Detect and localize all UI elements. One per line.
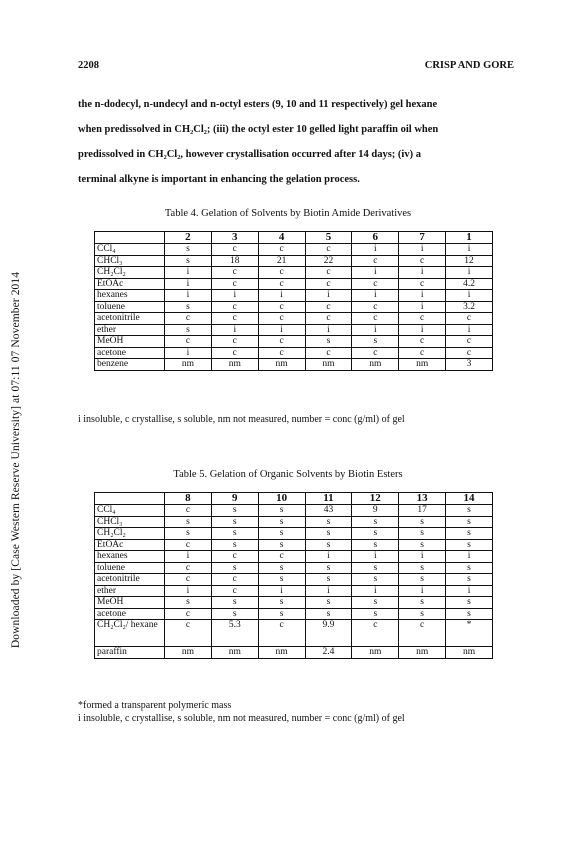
result-cell: s [305,539,352,551]
result-cell: 3.2 [446,301,493,313]
result-cell: s [399,528,446,540]
result-cell: c [305,278,352,290]
solvent-cell: ether [95,324,165,336]
result-cell: c [211,313,258,325]
result-cell: s [165,516,212,528]
result-cell: nm [258,647,305,659]
result-cell: c [258,313,305,325]
result-cell: c [399,620,446,647]
result-cell: s [258,539,305,551]
header-cell-compound: 9 [211,493,258,505]
result-cell: s [352,516,399,528]
result-cell: s [211,597,258,609]
result-cell: c [305,347,352,359]
result-cell: i [211,324,258,336]
result-cell: s [446,574,493,586]
header-cell-compound: 6 [352,232,399,244]
result-cell: s [399,516,446,528]
result-cell: s [352,597,399,609]
result-cell: s [446,539,493,551]
result-cell: s [305,336,352,348]
result-cell: i [258,290,305,302]
result-cell: i [399,290,446,302]
header-cell-compound: 13 [399,493,446,505]
table5 [94,492,493,659]
solvent-cell: EtOAc [95,278,165,290]
result-cell: c [258,244,305,256]
page-header [78,60,514,71]
solvent-cell: acetonitrile [95,574,165,586]
table-header-row [95,232,493,244]
table-row [95,608,493,620]
result-cell: s [446,562,493,574]
result-cell: 43 [305,505,352,517]
result-cell: i [165,347,212,359]
header-cell-blank [95,493,165,505]
result-cell: c [258,347,305,359]
result-cell: c [211,244,258,256]
header-cell-compound: 8 [165,493,212,505]
result-cell: i [399,585,446,597]
result-cell: s [258,562,305,574]
result-cell: c [305,244,352,256]
table4 [94,231,493,371]
result-cell: c [305,301,352,313]
table-row [95,267,493,279]
result-cell: nm [352,359,399,371]
table-row [95,255,493,267]
result-cell: s [258,574,305,586]
solvent-cell: acetone [95,347,165,359]
result-cell: c [258,278,305,290]
result-cell: s [165,597,212,609]
header-cell-compound: 11 [305,493,352,505]
table-row [95,336,493,348]
result-cell: i [352,585,399,597]
result-cell: c [305,313,352,325]
result-cell: i [165,278,212,290]
result-cell: s [258,528,305,540]
result-cell: s [305,562,352,574]
header-cell-compound: 4 [258,232,305,244]
result-cell: s [305,597,352,609]
result-cell: c [165,336,212,348]
result-cell: i [446,324,493,336]
solvent-cell: CH₂Cl₂ [95,267,165,279]
result-cell: c [399,336,446,348]
result-cell: nm [399,647,446,659]
body-line: predissolved in CH₂Cl₂, however crystallisation occurred after 14 days; (iv) a [78,149,421,160]
result-cell: s [165,244,212,256]
result-cell: c [305,267,352,279]
solvent-cell: hexanes [95,551,165,563]
table5-legend: i insoluble, c crystallise, s soluble, nm not measured, number = conc (g/ml) of gel [78,713,405,724]
result-cell: c [165,313,212,325]
result-cell: c [352,301,399,313]
table4-caption: Table 4. Gelation of Solvents by Biotin Amide Derivatives [164,208,412,219]
result-cell: nm [211,359,258,371]
result-cell: s [165,324,212,336]
table-row [95,620,493,647]
table-row [95,301,493,313]
result-cell: s [352,528,399,540]
result-cell: nm [352,647,399,659]
result-cell: c [211,301,258,313]
table-row [95,539,493,551]
result-cell: s [258,505,305,517]
result-cell: s [211,539,258,551]
result-cell: s [399,597,446,609]
result-cell: c [352,620,399,647]
result-cell: 22 [305,255,352,267]
result-cell: s [258,597,305,609]
table-row [95,647,493,659]
result-cell: s [305,574,352,586]
solvent-cell: paraffin [95,647,165,659]
table-row [95,313,493,325]
header-cell-compound: 12 [352,493,399,505]
result-cell: s [399,562,446,574]
result-cell: i [211,290,258,302]
solvent-cell: CCl₄ [95,505,165,517]
table5-caption: Table 5. Gelation of Organic Solvents by Biotin Esters [173,469,403,480]
result-cell: * [446,620,493,647]
result-cell: nm [305,359,352,371]
header-cell-compound: 1 [446,232,493,244]
result-cell: s [399,539,446,551]
result-cell: s [399,574,446,586]
result-cell: s [305,516,352,528]
result-cell: s [352,336,399,348]
result-cell: c [399,255,446,267]
result-cell: nm [165,359,212,371]
result-cell: s [211,528,258,540]
result-cell: c [258,551,305,563]
header-cell-compound: 10 [258,493,305,505]
result-cell: s [446,597,493,609]
result-cell: c [211,585,258,597]
table5-footnote: *formed a transparent polymeric mass [78,700,232,711]
result-cell: c [352,313,399,325]
solvent-cell: CCl₄ [95,244,165,256]
result-cell: s [352,574,399,586]
result-cell: c [165,608,212,620]
result-cell: s [352,539,399,551]
result-cell: i [165,551,212,563]
result-cell: c [399,278,446,290]
table-row [95,585,493,597]
header-cell-compound: 5 [305,232,352,244]
result-cell: 5.3 [211,620,258,647]
table-row [95,516,493,528]
result-cell: c [399,313,446,325]
result-cell: s [165,528,212,540]
result-cell: i [399,244,446,256]
header-cell-compound: 3 [211,232,258,244]
page-number: 2208 [78,60,99,71]
table-row [95,347,493,359]
result-cell: i [258,324,305,336]
result-cell: i [352,290,399,302]
solvent-cell: toluene [95,562,165,574]
result-cell: i [352,324,399,336]
result-cell: i [446,290,493,302]
result-cell: c [352,347,399,359]
solvent-cell: hexanes [95,290,165,302]
result-cell: i [352,244,399,256]
result-cell: nm [211,647,258,659]
header-cell-compound: 7 [399,232,446,244]
result-cell: s [211,562,258,574]
result-cell: nm [446,647,493,659]
result-cell: i [305,324,352,336]
result-cell: 4.2 [446,278,493,290]
solvent-cell: CHCl₃ [95,516,165,528]
result-cell: i [446,585,493,597]
result-cell: s [352,562,399,574]
result-cell: s [446,608,493,620]
solvent-cell: acetonitrile [95,313,165,325]
header-cell-compound: 2 [165,232,212,244]
result-cell: c [211,336,258,348]
solvent-cell: EtOAc [95,539,165,551]
table-row [95,574,493,586]
result-cell: 17 [399,505,446,517]
result-cell: nm [258,359,305,371]
result-cell: i [399,267,446,279]
solvent-cell: CH₂Cl₂ [95,528,165,540]
result-cell: s [446,505,493,517]
result-cell: c [211,347,258,359]
result-cell: s [258,608,305,620]
download-watermark-text: Downloaded by [Case Western Reserve University] at 07:11 07 November 2014 [10,271,22,649]
result-cell: 12 [446,255,493,267]
header-cell-blank [95,232,165,244]
result-cell: c [352,255,399,267]
result-cell: c [211,267,258,279]
solvent-cell: CH₂Cl₂/ hexane [95,620,165,647]
solvent-cell: acetone [95,608,165,620]
result-cell: i [305,551,352,563]
table-row [95,278,493,290]
body-paragraph [78,92,518,192]
result-cell: i [305,585,352,597]
table-row [95,324,493,336]
result-cell: i [258,585,305,597]
result-cell: c [211,278,258,290]
solvent-cell: MeOH [95,336,165,348]
download-watermark [6,230,26,690]
header-cell-compound: 14 [446,493,493,505]
result-cell: i [399,551,446,563]
result-cell: c [165,505,212,517]
result-cell: s [305,608,352,620]
result-cell: s [352,608,399,620]
table-row [95,505,493,517]
result-cell: nm [165,647,212,659]
result-cell: i [352,551,399,563]
result-cell: s [211,608,258,620]
result-cell: c [446,336,493,348]
result-cell: c [165,539,212,551]
solvent-cell: MeOH [95,597,165,609]
result-cell: c [165,574,212,586]
result-cell: s [211,505,258,517]
result-cell: i [165,290,212,302]
result-cell: c [258,336,305,348]
result-cell: c [165,562,212,574]
table-row [95,359,493,371]
result-cell: c [258,301,305,313]
result-cell: s [399,608,446,620]
result-cell: s [446,528,493,540]
result-cell: c [446,313,493,325]
table-header-row [95,493,493,505]
result-cell: s [165,255,212,267]
table-row [95,244,493,256]
table-row [95,290,493,302]
table4-legend: i insoluble, c crystallise, s soluble, nm not measured, number = conc (g/ml) of gel [78,414,405,425]
result-cell: c [399,347,446,359]
running-title: CRISP AND GORE [424,60,514,71]
result-cell: c [258,620,305,647]
result-cell: 3 [446,359,493,371]
result-cell: i [352,267,399,279]
result-cell: i [399,324,446,336]
result-cell: c [211,574,258,586]
result-cell: s [305,528,352,540]
result-cell: i [305,290,352,302]
result-cell: i [446,244,493,256]
table-row [95,551,493,563]
result-cell: i [165,585,212,597]
body-line: terminal alkyne is important in enhancing the gelation process. [78,174,360,185]
table-row [95,562,493,574]
solvent-cell: toluene [95,301,165,313]
solvent-cell: CHCl₃ [95,255,165,267]
result-cell: c [446,347,493,359]
result-cell: 9 [352,505,399,517]
result-cell: 9.9 [305,620,352,647]
result-cell: 18 [211,255,258,267]
result-cell: i [399,301,446,313]
result-cell: s [446,516,493,528]
result-cell: s [211,516,258,528]
table-row [95,528,493,540]
result-cell: s [165,301,212,313]
result-cell: 2.4 [305,647,352,659]
result-cell: c [352,278,399,290]
result-cell: c [211,551,258,563]
result-cell: i [446,551,493,563]
body-line: when predissolved in CH₂Cl₂; (iii) the octyl ester 10 gelled light paraffin oil when [78,124,439,135]
body-line: the n-dodecyl, n-undecyl and n-octyl esters (9, 10 and 11 respectively) gel hexane [78,99,438,110]
solvent-cell: benzene [95,359,165,371]
result-cell: i [165,267,212,279]
result-cell: c [165,620,212,647]
solvent-cell: ether [95,585,165,597]
result-cell: s [258,516,305,528]
result-cell: nm [399,359,446,371]
table-row [95,597,493,609]
result-cell: 21 [258,255,305,267]
result-cell: c [258,267,305,279]
result-cell: i [446,267,493,279]
